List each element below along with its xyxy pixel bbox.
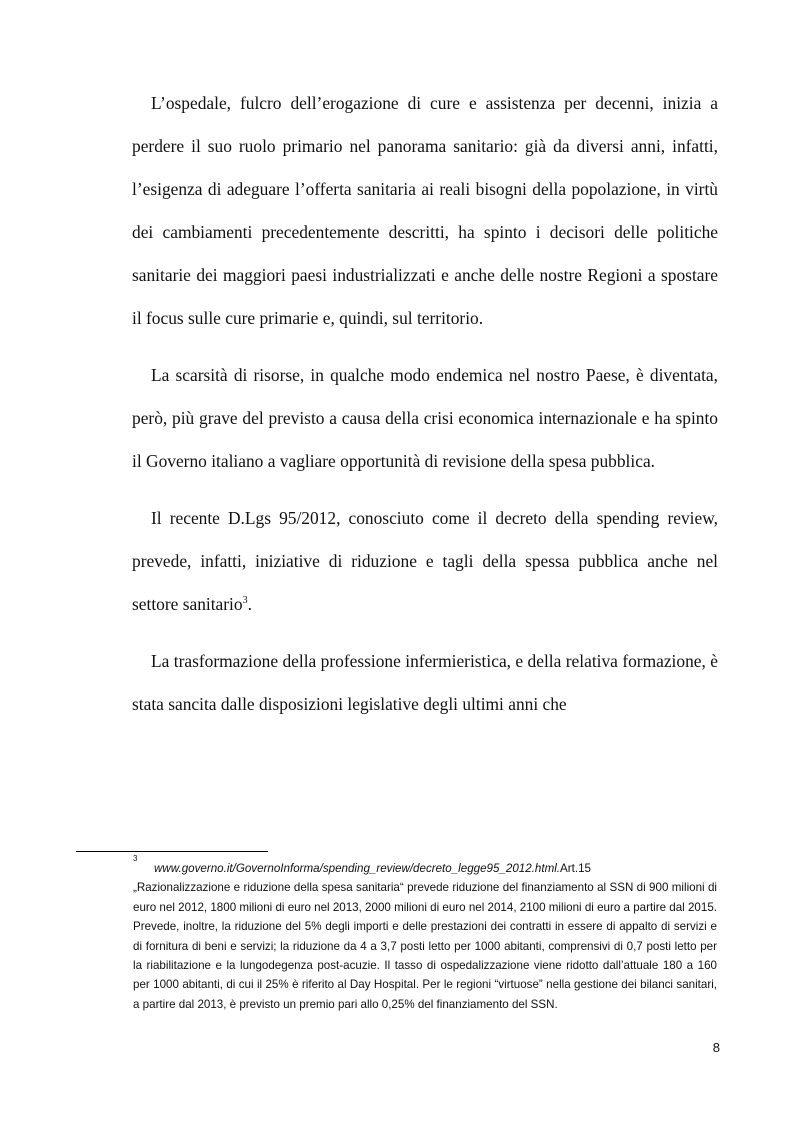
paragraph-1-text: L’ospedale, fulcro dell’erogazione di cure e assistenza per decenni, inizia a perdere il suo ruolo primario nel panorama sanitario: già da diversi anni, infatti, l’esigenza di adeguare l’offerta sanitaria ai reali bisogni della popolazione, in virtù dei cambiamenti precedentemente descritti, ha spinto i decisori delle politiche sanitarie dei maggiori paesi industrializzati e anche delle nostre Regioni a spostare il focus sulle cure primarie e, quindi, sul territorio. [132,93,718,328]
footnote-first-line [133,862,591,875]
footnote [133,855,717,1014]
footnote-reference[interactable]: 3 [242,595,248,606]
paragraph-3-text: Il recente D.Lgs 95/2012, conosciuto come il decreto della spending review, prevede, infatti, iniziative di riduzione e tagli della spessa pubblica anche nel settore sanitario [132,508,718,614]
main-text [132,82,718,726]
footnote-body [133,855,717,1014]
page-number: 8 [712,1040,720,1055]
paragraph-3 [132,497,718,626]
paragraph-3-end: . [247,594,252,614]
footnote-article: Art.15 [560,862,591,875]
paragraph-2-text: La scarsità di risorse, in qualche modo endemica nel nostro Paese, è diventata, però, più grave del previsto a causa della crisi economica internazionale e ha spinto il Governo italiano a vagliare opportunità di revisione della spesa pubblica. [132,365,718,471]
footnote-separator [76,851,268,852]
footnote-url[interactable]: www.governo.it/GovernoInforma/spending_review/decreto_legge95_2012.html. [154,862,561,875]
paragraph-2 [132,354,718,483]
footnote-marker: 3 [133,854,138,863]
paragraph-1 [132,82,718,340]
paragraph-4-text: La trasformazione della professione infermieristica, e della relativa formazione, è stata sancita dalle disposizioni legislative degli ultimi anni che [132,651,718,714]
paragraph-4 [132,640,718,726]
footnote-text: „Razionalizzazione e riduzione della spesa sanitaria“ prevede riduzione del finanziamento al SSN di 900 milioni di euro nel 2012, 1800 milioni di euro nel 2013, 2000 milioni di euro nel 2014, 2100 milioni di euro a partire dal 2015. Prevede, inoltre, la riduzione del 5% degli importi e delle prestazioni dei contratti in essere di appalto di servizi e di fornitura di beni e servizi; la riduzione da 4 a 3,7 posti letto per 1000 abitanti, comprensivi di 0,7 posti letto per la riabilitazione e la lungodegenza post-acuzie. Il tasso di ospedalizzazione viene ridotto dall’attuale 180 a 160 per 1000 abitanti, di cui il 25% è riferito al Day Hospital. Per le regioni “virtuose” nella gestione dei bilanci sanitari, a partire dal 2013, è previsto un premio pari allo 0,25% del finanziamento del SSN. [133,881,717,1011]
